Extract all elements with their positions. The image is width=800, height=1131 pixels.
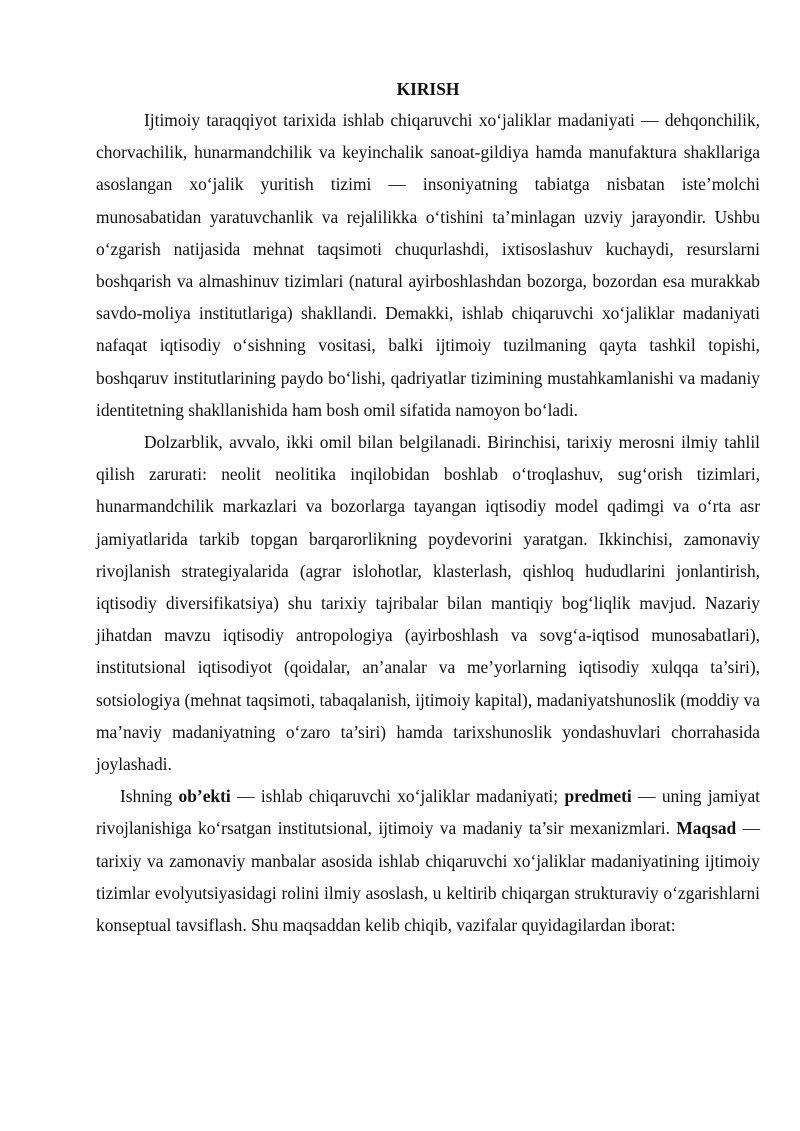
paragraph-relevance: Dolzarblik, avvalo, ikki omil bilan belgilanadi. Birinchisi, tarixiy merosni ilmiy tahlil qilish zarurati: neolit neolitika inqilobidan boshlab o‘troqlashuv, sug‘orish tizimlari, hunarmandchilik markazlari va bozorlarga tayangan iqtisodiy model qadimgi va o‘rta asr jamiyatlarida tarkib topgan barqarorlikning poydevorini yaratgan. Ikkinchisi, zamonaviy rivojlanish strategiyalarida (agrar islohotlar, klasterlash, qishloq hududlarini jonlantirish, iqtisodiy diversifikatsiya) shu tarixiy tajribalar bilan mantiqiy bog‘liqlik mavjud. Nazariy jihatdan mavzu iqtisodiy antropologiya (ayirboshlash va sovg‘a-iqtisod munosabatlari), institutsional iqtisodiyot (qoidalar, an’analar va me’yorlarning iqtisodiy xulqqa ta’siri), sotsiologiya (mehnat taqsimoti, tabaqalanish, ijtimoiy kapital), madaniyatshunoslik (moddiy va ma’naviy madaniyatning o‘zaro ta’siri) hamda tarixshunoslik yondashuvlari chorrahasida joylashadi. xyxy=(96,432,760,775)
text-segment: Ishning xyxy=(120,786,179,807)
page-title: KIRISH xyxy=(396,79,460,99)
paragraph-object-subject-goal xyxy=(96,780,760,941)
text-segment: — uning jamiyat rivojlanishiga ko‘rsatgan institutsional, ijtimoiy va madaniy ta’sir mexanizmlari. xyxy=(96,786,760,839)
text-segment: — ishlab chiqaruvchi xo‘jaliklar madaniyati; xyxy=(230,786,565,807)
text-segment: — tarixiy va zamonaviy manbalar asosida ishlab chiqaruvchi xo‘jaliklar madaniyatining ijtimoiy tizimlar evolyutsiyasidagi rolini ilmiy asoslash, u keltirib chiqargan strukturaviy o‘zgarishlarni konseptual tavsiflash. Shu maqsaddan kelib chiqib, vazifalar quyidagilardan iborat: xyxy=(96,818,760,936)
paragraph-introduction: Ijtimoiy taraqqiyot tarixida ishlab chiqaruvchi xo‘jaliklar madaniyati — dehqonchilik, chorvachilik, hunarmandchilik va keyinchalik sanoat-gildiya hamda manufaktura shakllariga asoslangan xo‘jalik yuritish tizimi — insoniyatning tabiatga nisbatan iste’molchi munosabatidan yaratuvchanlik va rejalilikka o‘tishini ta’minlagan uzviy jarayondir. Ushbu o‘zgarish natijasida mehnat taqsimoti chuqurlashdi, ixtisoslashuv kuchaydi, resurslarni boshqarish va almashinuv tizimlari (natural ayirboshlashdan bozorga, bozordan esa murakkab savdo-moliya institutlariga) shakllandi. Demakki, ishlab chiqaruvchi xo‘jaliklar madaniyati nafaqat iqtisodiy o‘sishning vositasi, balki ijtimoiy tuzilmaning qayta tashkil topishi, boshqaruv institutlarining paydo bo‘lishi, qadriyatlar tizimining mustahkamlanishi va madaniy identitetning shakllanishida ham bosh omil sifatida namoyon bo‘ladi. xyxy=(96,110,760,420)
bold-term-goal: Maqsad xyxy=(676,818,737,839)
bold-term-subject: predmeti xyxy=(564,786,632,807)
bold-term-object: ob’ekti xyxy=(178,786,231,807)
document-page xyxy=(96,74,760,941)
